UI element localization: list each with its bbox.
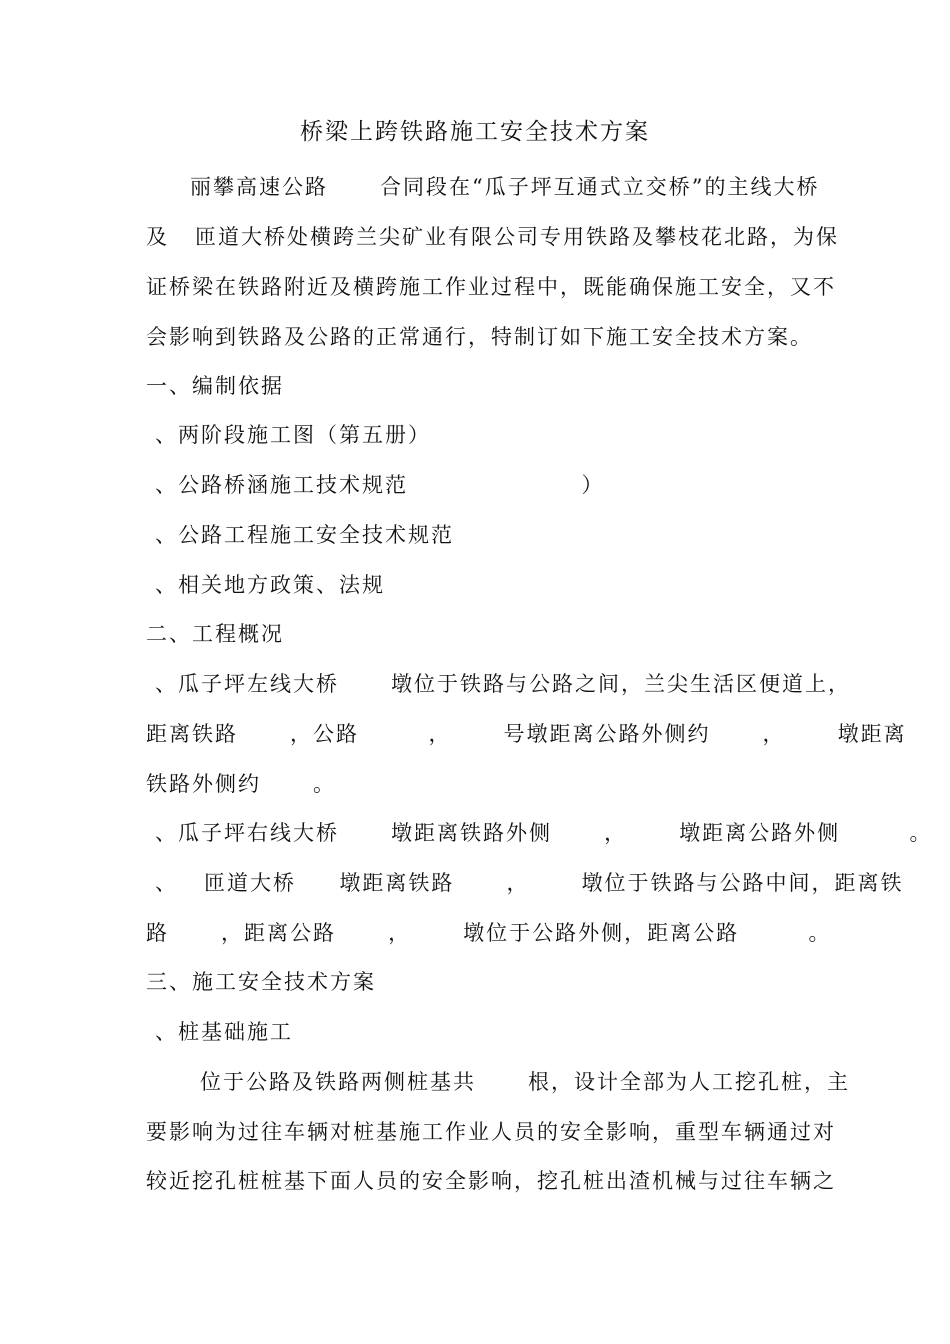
paragraph-line: 要影响为过往车辆对桩基施工作业人员的安全影响，重型车辆通过对 (146, 1120, 836, 1144)
list-item: 、瓜子坪右线大桥 墩距离铁路外侧 ， 墩距离公路外侧 。 (155, 821, 933, 845)
list-item: 、瓜子坪左线大桥 墩位于铁路与公路之间，兰尖生活区便道上， (155, 672, 852, 696)
paragraph-line: 较近挖孔桩桩基下面人员的安全影响，挖孔桩出渣机械与过往车辆之 (146, 1169, 836, 1193)
paragraph-line: 证桥梁在铁路附近及横跨施工作业过程中，既能确保施工安全，又不 (146, 275, 836, 299)
list-item: 、公路桥涵施工技术规范 ） (155, 473, 605, 497)
list-item: 、桩基础施工 (155, 1020, 293, 1044)
section-heading: 二、工程概况 (146, 622, 284, 646)
paragraph-line: 位于公路及铁路两侧桩基共 根，设计全部为人工挖孔桩，主 (200, 1070, 851, 1094)
section-heading: 一、编制依据 (146, 374, 284, 398)
paragraph-line: 及 匝道大桥处横跨兰尖矿业有限公司专用铁路及攀枝花北路，为保 (146, 225, 840, 249)
paragraph-line: 路 ，距离公路 ， 墩位于公路外侧，距离公路 。 (146, 921, 832, 945)
paragraph-line: 距离铁路 ，公路 ， 号墩距离公路外侧约 ， 墩距离 (146, 722, 907, 746)
paragraph-line: 会影响到铁路及公路的正常通行，特制订如下施工安全技术方案。 (146, 325, 813, 349)
paragraph-line: 丽攀高速公路 合同段在“瓜子坪互通式立交桥”的主线大桥 (190, 175, 820, 199)
list-item: 、两阶段施工图（第五册） (155, 423, 431, 447)
list-item: 、 匝道大桥 墩距离铁路 ， 墩位于铁路与公路中间，距离铁 (155, 871, 904, 895)
document-title: 桥梁上跨铁路施工安全技术方案 (300, 119, 650, 145)
paragraph-line: 铁路外侧约 。 (146, 772, 337, 796)
section-heading: 三、施工安全技术方案 (146, 970, 376, 994)
list-item: 、相关地方政策、法规 (155, 573, 385, 597)
list-item: 、公路工程施工安全技术规范 (155, 523, 454, 547)
